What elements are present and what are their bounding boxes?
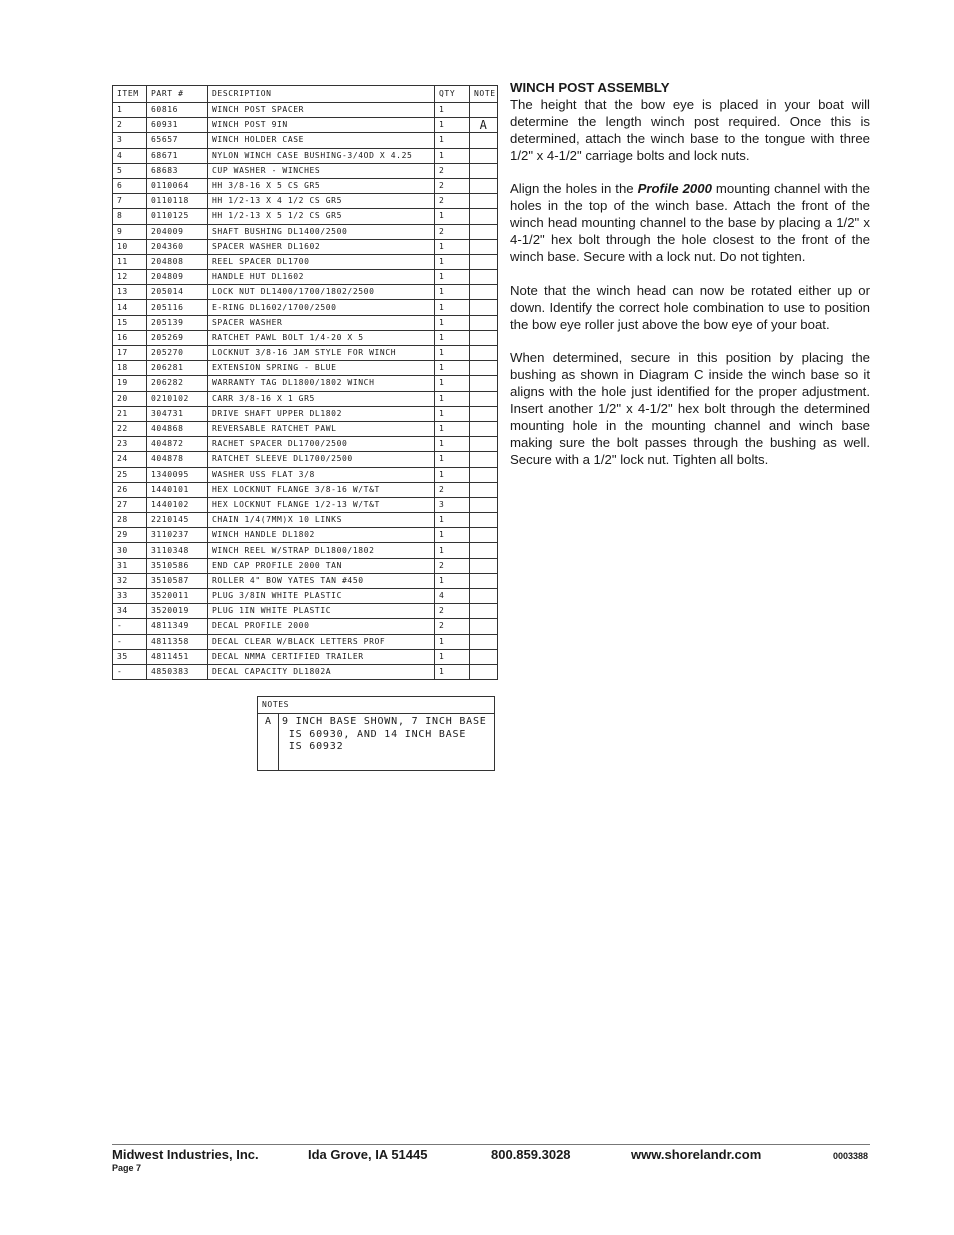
cell-part-number: 68671	[147, 148, 208, 163]
cell-item: 16	[113, 330, 147, 345]
cell-part-number: 206282	[147, 376, 208, 391]
cell-part-number: 205139	[147, 315, 208, 330]
cell-description: REVERSABLE RATCHET PAWL	[208, 421, 435, 436]
paragraph-1: The height that the bow eye is placed in your boat will determine the length winch post required. Once this is determined, attach the winch base to the tongue with three 1/2" x 4-1/2" carriage bolts and lock nuts.	[510, 96, 870, 163]
cell-note	[470, 178, 498, 193]
column-header-description: DESCRIPTION	[208, 86, 435, 103]
cell-item: 18	[113, 361, 147, 376]
cell-part-number: 3520019	[147, 604, 208, 619]
note-text: 9 INCH BASE SHOWN, 7 INCH BASE IS 60930, AND 14 INCH BASE IS 60932	[282, 716, 487, 752]
cell-note	[470, 330, 498, 345]
table-row	[113, 376, 498, 391]
cell-part-number: 0110125	[147, 209, 208, 224]
document-number: 0003388	[833, 1151, 869, 1161]
cell-item: 7	[113, 194, 147, 209]
paragraph-2-end: mounting channel with the holes in the top of the winch base. Attach the front of the winch head mounting channel to the base by placing a 1/2" x 4-1/2" hex bolt through the hole closest to the front of the winch base. Secure with a lock nut. Do not tighten.	[510, 181, 870, 265]
cell-qty: 1	[435, 103, 470, 118]
cell-qty: 1	[435, 118, 470, 133]
table-row	[113, 482, 498, 497]
cell-note	[470, 300, 498, 315]
table-row	[113, 270, 498, 285]
cell-qty: 1	[435, 573, 470, 588]
table-row	[113, 634, 498, 649]
cell-item: 4	[113, 148, 147, 163]
column-header-qty: QTY	[435, 86, 470, 103]
column-header-item: ITEM	[113, 86, 147, 103]
cell-description: CUP WASHER - WINCHES	[208, 163, 435, 178]
cell-item: 5	[113, 163, 147, 178]
table-row	[113, 330, 498, 345]
cell-part-number: 4811349	[147, 619, 208, 634]
cell-part-number: 3510586	[147, 558, 208, 573]
cell-item: 20	[113, 391, 147, 406]
cell-part-number: 204360	[147, 239, 208, 254]
cell-part-number: 404868	[147, 421, 208, 436]
table-row	[113, 543, 498, 558]
cell-note	[470, 361, 498, 376]
cell-description: WINCH HOLDER CASE	[208, 133, 435, 148]
cell-part-number: 1440101	[147, 482, 208, 497]
cell-item: -	[113, 664, 147, 679]
cell-note	[470, 604, 498, 619]
cell-note	[470, 573, 498, 588]
cell-note	[470, 467, 498, 482]
cell-description: REEL SPACER DL1700	[208, 254, 435, 269]
cell-description: DECAL CLEAR W/BLACK LETTERS PROF	[208, 634, 435, 649]
cell-note	[470, 528, 498, 543]
paragraph-2-start: Align the holes in the	[510, 181, 638, 197]
cell-note	[470, 103, 498, 118]
table-row	[113, 133, 498, 148]
cell-qty: 2	[435, 178, 470, 193]
cell-description: WINCH POST SPACER	[208, 103, 435, 118]
table-row	[113, 285, 498, 300]
table-row	[113, 209, 498, 224]
cell-part-number: 0110118	[147, 194, 208, 209]
cell-item: 34	[113, 604, 147, 619]
cell-item: 19	[113, 376, 147, 391]
cell-part-number: 0110064	[147, 178, 208, 193]
table-row	[113, 103, 498, 118]
cell-description: SHAFT BUSHING DL1400/2500	[208, 224, 435, 239]
table-row	[113, 452, 498, 467]
cell-item: 25	[113, 467, 147, 482]
cell-note	[470, 315, 498, 330]
cell-qty: 1	[435, 437, 470, 452]
table-row	[113, 558, 498, 573]
column-header-part: PART #	[147, 86, 208, 103]
cell-item: 26	[113, 482, 147, 497]
cell-item: 17	[113, 346, 147, 361]
cell-qty: 1	[435, 133, 470, 148]
cell-note	[470, 285, 498, 300]
cell-part-number: 60816	[147, 103, 208, 118]
assembly-instructions	[510, 80, 870, 486]
cell-description: ROLLER 4" BOW YATES TAN #450	[208, 573, 435, 588]
cell-qty: 1	[435, 528, 470, 543]
cell-part-number: 2210145	[147, 513, 208, 528]
table-row	[113, 163, 498, 178]
table-row	[113, 254, 498, 269]
cell-qty: 2	[435, 604, 470, 619]
cell-qty: 1	[435, 649, 470, 664]
cell-note	[470, 497, 498, 512]
parts-table	[112, 85, 498, 680]
cell-description: LOCKNUT 3/8-16 JAM STYLE FOR WINCH	[208, 346, 435, 361]
cell-description: SPACER WASHER	[208, 315, 435, 330]
cell-note	[470, 406, 498, 421]
cell-item: 14	[113, 300, 147, 315]
cell-qty: 1	[435, 330, 470, 345]
cell-item: 9	[113, 224, 147, 239]
cell-description: DECAL CAPACITY DL1802A	[208, 664, 435, 679]
notes-header: NOTES	[258, 697, 494, 714]
cell-part-number: 0210102	[147, 391, 208, 406]
cell-item: 27	[113, 497, 147, 512]
cell-qty: 2	[435, 558, 470, 573]
cell-item: 30	[113, 543, 147, 558]
parts-table-body	[113, 103, 498, 680]
cell-description: HH 3/8-16 X 5 CS GR5	[208, 178, 435, 193]
cell-qty: 1	[435, 406, 470, 421]
cell-qty: 1	[435, 361, 470, 376]
cell-part-number: 206281	[147, 361, 208, 376]
table-row	[113, 649, 498, 664]
page-number: Page 7	[112, 1163, 142, 1173]
table-row	[113, 406, 498, 421]
cell-note	[470, 634, 498, 649]
cell-note	[470, 589, 498, 604]
parts-table-header	[113, 86, 498, 103]
table-row	[113, 497, 498, 512]
cell-item: 12	[113, 270, 147, 285]
cell-description: HANDLE HUT DL1602	[208, 270, 435, 285]
cell-note	[470, 376, 498, 391]
cell-item: 22	[113, 421, 147, 436]
cell-qty: 1	[435, 452, 470, 467]
cell-part-number: 304731	[147, 406, 208, 421]
cell-part-number: 204808	[147, 254, 208, 269]
cell-part-number: 404872	[147, 437, 208, 452]
cell-qty: 1	[435, 285, 470, 300]
footer-location: Ida Grove, IA 51445	[308, 1147, 428, 1162]
cell-qty: 2	[435, 482, 470, 497]
table-row	[113, 346, 498, 361]
cell-qty: 1	[435, 543, 470, 558]
cell-qty: 1	[435, 421, 470, 436]
cell-note	[470, 163, 498, 178]
cell-description: WINCH POST 9IN	[208, 118, 435, 133]
footer-divider	[112, 1144, 870, 1145]
cell-part-number: 4811451	[147, 649, 208, 664]
cell-part-number: 3520011	[147, 589, 208, 604]
cell-qty: 1	[435, 513, 470, 528]
cell-description: WASHER USS FLAT 3/8	[208, 467, 435, 482]
cell-description: HEX LOCKNUT FLANGE 1/2-13 W/T&T	[208, 497, 435, 512]
table-row	[113, 239, 498, 254]
cell-part-number: 1440102	[147, 497, 208, 512]
cell-item: 6	[113, 178, 147, 193]
cell-part-number: 3110237	[147, 528, 208, 543]
cell-part-number: 404878	[147, 452, 208, 467]
cell-note	[470, 649, 498, 664]
cell-qty: 2	[435, 224, 470, 239]
table-row	[113, 604, 498, 619]
cell-qty: 2	[435, 194, 470, 209]
cell-description: HEX LOCKNUT FLANGE 3/8-16 W/T&T	[208, 482, 435, 497]
cell-note	[470, 421, 498, 436]
cell-description: CARR 3/8-16 X 1 GR5	[208, 391, 435, 406]
paragraph-2	[510, 181, 870, 266]
cell-description: SPACER WASHER DL1602	[208, 239, 435, 254]
cell-description: DRIVE SHAFT UPPER DL1802	[208, 406, 435, 421]
paragraph-4: When determined, secure in this position by placing the bushing as shown in Diagram C inside the winch base so it aligns with the hole just identified for the proper adjustment. Insert another 1/2" x 4-1/2" hex bolt through the determined mounting hole in the mounting channel and winch base making sure the bolt passes through the bushing as well. Secure with a 1/2" lock nut. Tighten all bolts.	[510, 350, 870, 467]
cell-part-number: 65657	[147, 133, 208, 148]
table-row	[113, 619, 498, 634]
cell-note	[470, 239, 498, 254]
cell-note	[470, 346, 498, 361]
cell-qty: 1	[435, 209, 470, 224]
cell-description: NYLON WINCH CASE BUSHING-3/4OD X 4.25	[208, 148, 435, 163]
cell-item: 1	[113, 103, 147, 118]
section-heading: WINCH POST ASSEMBLY	[510, 80, 670, 95]
table-row	[113, 589, 498, 604]
notes-box	[257, 696, 495, 771]
cell-qty: 1	[435, 239, 470, 254]
cell-qty: 1	[435, 376, 470, 391]
cell-note	[470, 224, 498, 239]
cell-item: 10	[113, 239, 147, 254]
cell-description: LOCK NUT DL1400/1700/1802/2500	[208, 285, 435, 300]
cell-note	[470, 194, 498, 209]
product-name: Profile 2000	[637, 181, 712, 197]
cell-note	[470, 133, 498, 148]
cell-qty: 1	[435, 300, 470, 315]
cell-qty: 1	[435, 270, 470, 285]
cell-part-number: 68683	[147, 163, 208, 178]
table-row	[113, 513, 498, 528]
cell-part-number: 205270	[147, 346, 208, 361]
cell-note	[470, 148, 498, 163]
cell-description: WINCH HANDLE DL1802	[208, 528, 435, 543]
cell-description: END CAP PROFILE 2000 TAN	[208, 558, 435, 573]
cell-qty: 1	[435, 346, 470, 361]
cell-note	[470, 482, 498, 497]
table-row	[113, 300, 498, 315]
cell-item: -	[113, 634, 147, 649]
table-row	[113, 391, 498, 406]
cell-part-number: 4850383	[147, 664, 208, 679]
cell-description: CHAIN 1/4(7MM)X 10 LINKS	[208, 513, 435, 528]
cell-part-number: 4811358	[147, 634, 208, 649]
cell-note	[470, 270, 498, 285]
table-row	[113, 118, 498, 133]
cell-part-number: 1340095	[147, 467, 208, 482]
footer-website: www.shorelandr.com	[631, 1147, 762, 1162]
cell-note	[470, 558, 498, 573]
table-row	[113, 361, 498, 376]
cell-qty: 1	[435, 467, 470, 482]
cell-part-number: 205269	[147, 330, 208, 345]
cell-description: DECAL NMMA CERTIFIED TRAILER	[208, 649, 435, 664]
cell-item: 2	[113, 118, 147, 133]
table-row	[113, 194, 498, 209]
cell-note	[470, 619, 498, 634]
cell-item: 15	[113, 315, 147, 330]
cell-note	[470, 664, 498, 679]
cell-item: 32	[113, 573, 147, 588]
cell-description: WINCH REEL W/STRAP DL1800/1802	[208, 543, 435, 558]
cell-item: 23	[113, 437, 147, 452]
cell-part-number: 204809	[147, 270, 208, 285]
cell-part-number: 3510587	[147, 573, 208, 588]
cell-description: RACHET SPACER DL1700/2500	[208, 437, 435, 452]
cell-description: WARRANTY TAG DL1800/1802 WINCH	[208, 376, 435, 391]
cell-note	[470, 437, 498, 452]
table-row	[113, 224, 498, 239]
cell-qty: 1	[435, 664, 470, 679]
cell-item: 33	[113, 589, 147, 604]
table-row	[113, 437, 498, 452]
table-row	[113, 528, 498, 543]
cell-note	[470, 391, 498, 406]
table-row	[113, 148, 498, 163]
cell-item: 28	[113, 513, 147, 528]
cell-qty: 4	[435, 589, 470, 604]
note-letter: A	[258, 714, 279, 771]
cell-qty: 2	[435, 163, 470, 178]
cell-description: RATCHET PAWL BOLT 1/4-20 X 5	[208, 330, 435, 345]
table-row	[113, 178, 498, 193]
cell-item: 31	[113, 558, 147, 573]
column-header-note: NOTE	[470, 86, 498, 103]
cell-description: HH 1/2-13 X 4 1/2 CS GR5	[208, 194, 435, 209]
table-row	[113, 573, 498, 588]
cell-description: PLUG 1IN WHITE PLASTIC	[208, 604, 435, 619]
cell-description: RATCHET SLEEVE DL1700/2500	[208, 452, 435, 467]
cell-qty: 1	[435, 148, 470, 163]
cell-item: 24	[113, 452, 147, 467]
cell-note	[470, 254, 498, 269]
cell-qty: 1	[435, 391, 470, 406]
cell-note: A	[470, 118, 498, 133]
cell-note	[470, 543, 498, 558]
paragraph-3: Note that the winch head can now be rotated either up or down. Identify the correct hole combination to use to position the bow eye roller just above the bow eye of your boat.	[510, 282, 870, 332]
cell-item: 13	[113, 285, 147, 300]
cell-qty: 1	[435, 315, 470, 330]
cell-item: 35	[113, 649, 147, 664]
cell-part-number: 205116	[147, 300, 208, 315]
cell-description: E-RING DL1602/1700/2500	[208, 300, 435, 315]
cell-note	[470, 452, 498, 467]
cell-qty: 1	[435, 254, 470, 269]
table-row	[113, 664, 498, 679]
table-row	[113, 315, 498, 330]
cell-part-number: 204009	[147, 224, 208, 239]
cell-description: PLUG 3/8IN WHITE PLASTIC	[208, 589, 435, 604]
cell-part-number: 60931	[147, 118, 208, 133]
cell-qty: 2	[435, 619, 470, 634]
cell-note	[470, 513, 498, 528]
cell-part-number: 3110348	[147, 543, 208, 558]
table-row	[113, 421, 498, 436]
cell-qty: 1	[435, 634, 470, 649]
cell-description: HH 1/2-13 X 5 1/2 CS GR5	[208, 209, 435, 224]
cell-item: 3	[113, 133, 147, 148]
cell-qty: 3	[435, 497, 470, 512]
cell-item: 8	[113, 209, 147, 224]
cell-description: EXTENSION SPRING - BLUE	[208, 361, 435, 376]
cell-part-number: 205014	[147, 285, 208, 300]
cell-note	[470, 209, 498, 224]
cell-item: -	[113, 619, 147, 634]
cell-item: 29	[113, 528, 147, 543]
cell-item: 21	[113, 406, 147, 421]
table-row	[113, 467, 498, 482]
footer-company: Midwest Industries, Inc.	[112, 1147, 259, 1162]
cell-item: 11	[113, 254, 147, 269]
footer-phone: 800.859.3028	[491, 1147, 571, 1162]
cell-description: DECAL PROFILE 2000	[208, 619, 435, 634]
